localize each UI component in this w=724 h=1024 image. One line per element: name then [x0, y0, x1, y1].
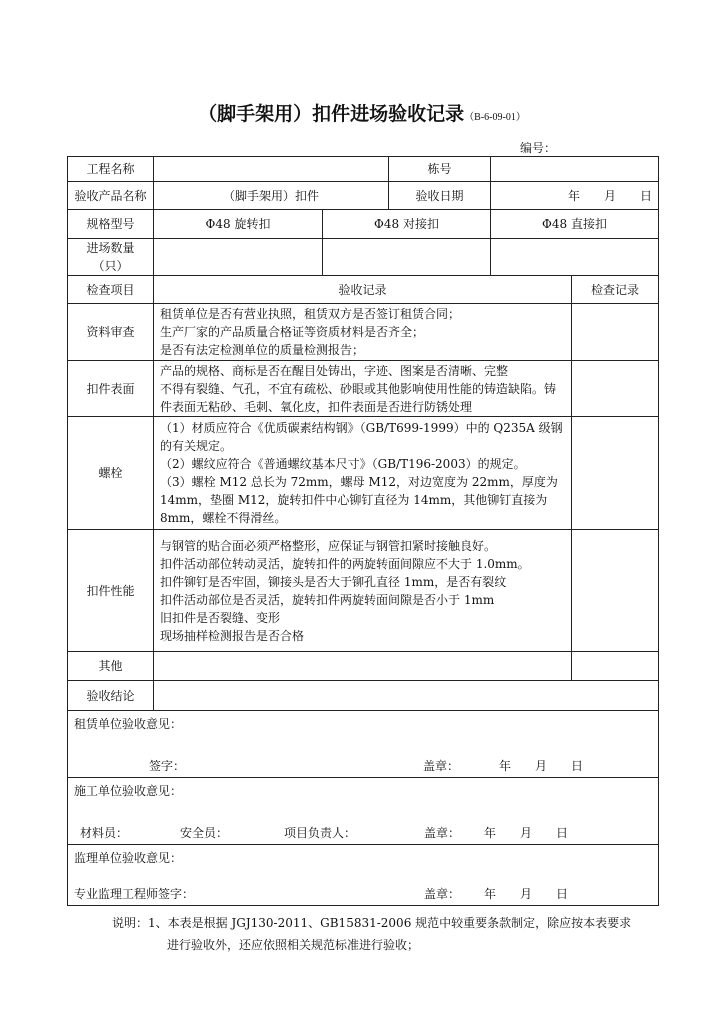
conclusion-field[interactable] [154, 681, 659, 711]
supervisor-date: 年 月 日 [484, 887, 569, 901]
note-line: 说明：1、本表是根据 JGJ130-2011、GB15831-2006 规范中较重要条款制定，除应按本表要求 [112, 916, 632, 930]
title-text: （脚手架用）扣件进场验收记录 [198, 103, 465, 125]
contractor-date: 年 月 日 [484, 826, 569, 840]
project-manager-label: 项目负责人： [284, 826, 357, 840]
contractor-seal-label: 盖章： [424, 826, 461, 840]
spec-right-angle: Φ48 直接扣 [491, 210, 659, 239]
inspection-content [154, 304, 572, 361]
material-clerk-label: 材料员： [80, 826, 129, 840]
inspection-content [154, 417, 572, 530]
spec-label: 规格型号 [68, 210, 154, 239]
lessor-sign-label: 签字： [149, 759, 186, 773]
check-record-header: 检查记录 [572, 276, 659, 304]
inspection-item: 螺栓 [68, 417, 154, 530]
check-item-header: 检查项目 [68, 276, 154, 304]
serial-label: 编号： [520, 141, 557, 155]
page-title [0, 102, 724, 130]
check-record-field[interactable] [572, 652, 659, 681]
project-name-label: 工程名称 [68, 157, 154, 182]
inspection-row [68, 361, 659, 417]
spec-swivel: Φ48 旋转扣 [154, 210, 323, 239]
notes [112, 912, 724, 976]
inspection-line: 生产厂家的产品质量合格证等资质材料是否齐全； [160, 325, 425, 339]
lessor-seal-label: 盖章： [423, 759, 460, 773]
inspection-line: 扣件活动部位转动灵活，旋转扣件的两旋转面间隙应不大于 1.0mm。 [160, 556, 530, 571]
contractor-opinion-title: 施工单位验收意见： [74, 784, 183, 798]
inspection-line: 不得有裂缝、气孔，不宜有疏松、砂眼或其他影响使用性能的铸造缺陷。铸件表面无粘砂、毛刺、氧化皮，扣件表面是否进行防锈处理 [160, 381, 557, 414]
note-line: 进行验收外，还应依照相关规范标准进行验收； [167, 938, 420, 952]
inspection-item: 扣件性能 [68, 530, 154, 652]
inspection-content [154, 361, 572, 417]
inspection-line: 扣件活动部位是否灵活，旋转扣件两旋转面间隙是否小于 1mm [160, 592, 495, 607]
spec-sleeve: Φ48 对接扣 [323, 210, 491, 239]
check-record-field[interactable] [572, 361, 659, 417]
inspection-line: 旧扣件是否裂缝、变形 [160, 610, 281, 625]
supervisor-opinion[interactable] [68, 845, 659, 906]
lessor-opinion[interactable] [68, 711, 659, 778]
check-record-field[interactable] [572, 304, 659, 361]
inspection-row [68, 652, 659, 681]
inspection-line: （3）螺栓 M12 总长为 72mm，螺母 M12，对边宽度为 22mm，厚度为 14mm，垫圈 M12，旋转扣件中心铆钉直径为 14mm，其他铆钉直接为 8mm，螺栓不得滑丝。 [160, 475, 558, 525]
inspection-line: 与钢管的贴合面必须严格整形，应保证与钢管扣紧时接触良好。 [160, 538, 497, 553]
product-name-value: （脚手架用）扣件 [154, 182, 389, 210]
contractor-opinion[interactable] [68, 778, 659, 845]
project-name-field[interactable] [154, 157, 389, 182]
quantity-swivel-field[interactable] [154, 239, 323, 276]
inspection-item: 资料审查 [68, 304, 154, 361]
safety-officer-label: 安全员： [180, 826, 229, 840]
form-code: （B-6-09-01） [464, 112, 526, 123]
inspection-row [68, 417, 659, 530]
acceptance-table [67, 156, 659, 906]
quantity-sleeve-field[interactable] [323, 239, 491, 276]
accept-date-label: 验收日期 [389, 182, 491, 210]
inspection-row [68, 304, 659, 361]
inspection-content [154, 530, 572, 652]
inspection-line: （1）材质应符合《优质碳素结构钢》（GB/T699-1999）中的 Q235A 级钢的有关规定。 [160, 421, 563, 453]
inspection-line: （2）螺纹应符合《普通螺纹基本尺寸》（GB/T196-2003）的规定。 [160, 457, 526, 471]
supervisor-sign-label: 专业监理工程师签字： [74, 887, 195, 901]
inspection-line: 是否有法定检测单位的质量检测报告； [160, 343, 365, 357]
conclusion-label: 验收结论 [68, 681, 154, 711]
building-no-label: 栋号 [389, 157, 491, 182]
building-no-field[interactable] [491, 157, 659, 182]
supervisor-seal-label: 盖章： [424, 887, 461, 901]
inspection-line: 产品的规格、商标是否在醒目处铸出，字迹、图案是否清晰、完整 [160, 363, 509, 378]
inspection-row [68, 530, 659, 652]
supervisor-opinion-title: 监理单位验收意见： [74, 851, 183, 865]
lessor-date: 年 月 日 [499, 759, 584, 773]
inspection-item: 扣件表面 [68, 361, 154, 417]
inspection-line: 租赁单位是否有营业执照，租赁双方是否签订租赁合同； [160, 307, 461, 321]
inspection-line: 现场抽样检测报告是否合格 [160, 628, 305, 643]
quantity-right-angle-field[interactable] [491, 239, 659, 276]
record-header: 验收记录 [154, 276, 572, 304]
check-record-field[interactable] [572, 417, 659, 530]
check-record-field[interactable] [572, 530, 659, 652]
inspection-item: 其他 [68, 652, 154, 681]
accept-date-field[interactable]: 年 月 日 [491, 182, 659, 210]
inspection-line: 扣件铆钉是否牢固，铆接头是否大于铆孔直径 1mm，是否有裂纹 [160, 574, 507, 589]
lessor-opinion-title: 租赁单位验收意见： [74, 717, 183, 731]
product-name-label: 验收产品名称 [68, 182, 154, 210]
inspection-content [154, 652, 572, 681]
quantity-label: 进场数量（只） [68, 239, 154, 276]
